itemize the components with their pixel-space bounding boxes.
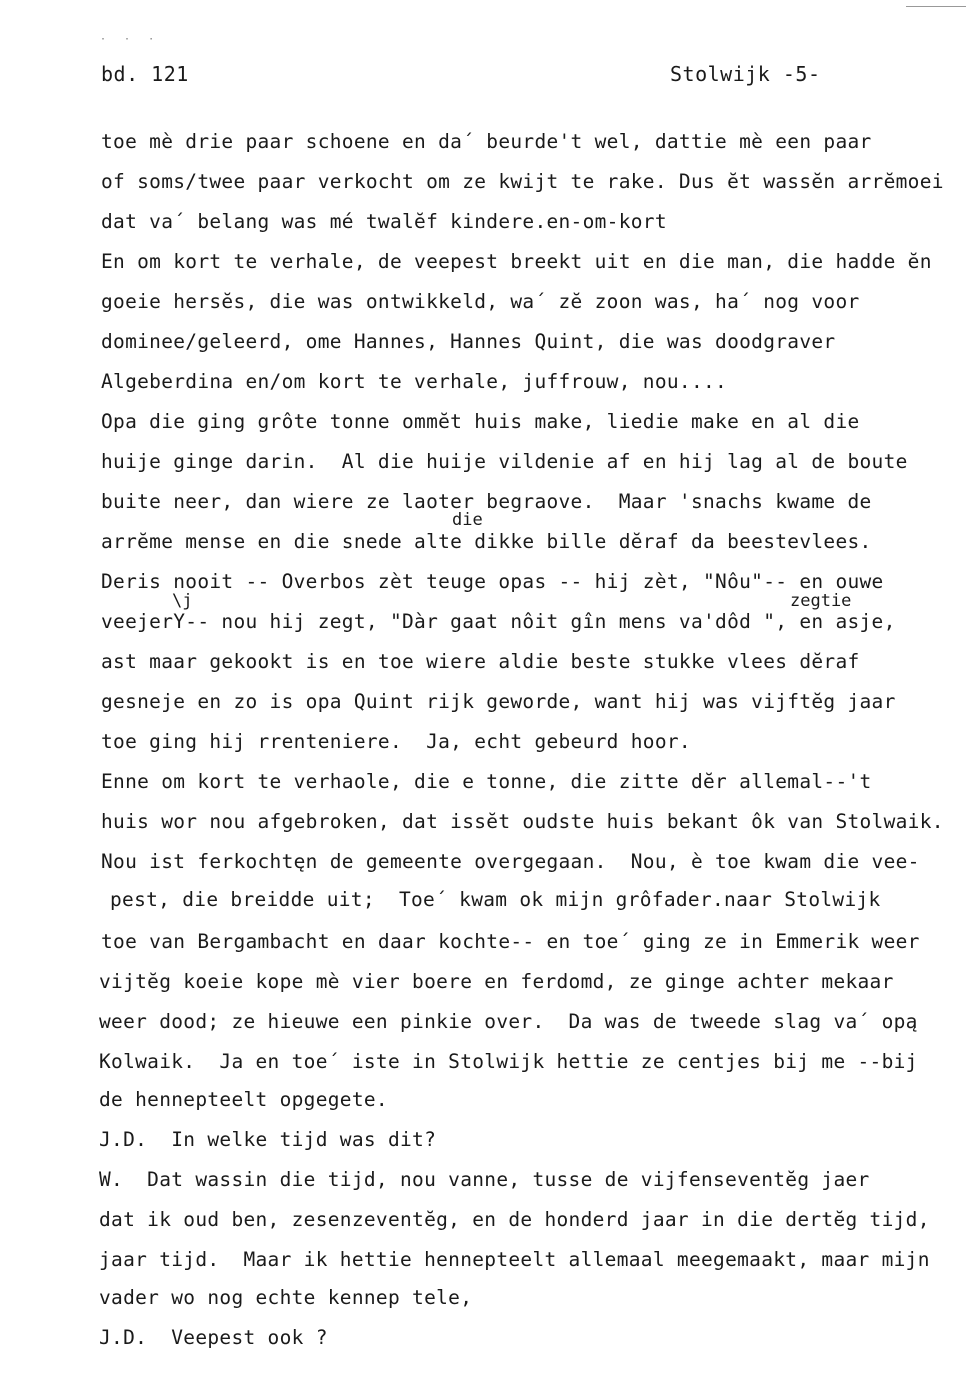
text-line: huije ginge darin. Al die huije vildenie af en hij lag al de boute: [101, 450, 908, 473]
page-reference: bd. 121: [101, 62, 189, 86]
text-line: Kolwaik. Ja en toe´ iste in Stolwijk hettie ze centjes bij me --bij: [99, 1050, 918, 1073]
text-line: J.D. Veepest ook ?: [99, 1326, 328, 1349]
text-line: Nou ist ferkochtęn de gemeente overgegaan. Nou, è toe kwam die vee-: [101, 850, 920, 873]
text-line: Opa die ging grôte tonne ommĕt huis make, liedie make en al die: [101, 410, 860, 433]
text-line: toe van Bergambacht en daar kochte-- en toe´ ging ze in Emmerik weer: [101, 930, 920, 953]
text-line: arrĕme mense en die snede alte dikke bille dĕraf da beestevlees.: [101, 530, 872, 553]
text-line: weer dood; ze hieuwe een pinkie over. Da was de tweede slag va´ opą: [99, 1010, 918, 1033]
text-line: dat ik oud ben, zesenzeventĕg, en de honderd jaar in die dertĕg tijd,: [99, 1208, 930, 1231]
text-line: J.D. In welke tijd was dit?: [99, 1128, 437, 1151]
typed-insertion: zegtie: [790, 591, 852, 611]
text-line: Algeberdina en/om kort te verhale, juffrouw, nou....: [101, 370, 728, 393]
text-line: huis wor nou afgebroken, dat issĕt oudste huis bekant ôk van Stolwaik.: [101, 810, 944, 833]
text-line: Enne om kort te verhaole, die e tonne, die zitte dĕr allemal--'t: [101, 770, 872, 793]
text-line: vader wo nog echte kennep tele,: [99, 1286, 473, 1309]
text-line: de hennepteelt opgegete.: [99, 1088, 388, 1111]
text-line: ast maar gekookt is en toe wiere aldie beste stukke vlees dĕraf: [101, 650, 860, 673]
text-line: vijtĕg koeie kope mè vier boere en ferdomd, ze ginge achter mekaar: [99, 970, 894, 993]
text-line: Deris nooit -- Overbos zèt teuge opas -- hij zèt, "Nôu"-- en ouwe: [101, 570, 884, 593]
paper-specks: · · ·: [100, 34, 161, 45]
text-line: En om kort te verhale, de veepest breekt uit en die man, die hadde ĕn: [101, 250, 932, 273]
text-line: W. Dat wassin die tijd, nou vanne, tusse de vijfenseventĕg jaer: [99, 1168, 870, 1191]
text-line: toe mè drie paar schoene en da´ beurde't wel, dattie mè een paar: [101, 130, 872, 153]
handwritten-insertion: \j: [172, 591, 193, 611]
text-line: goeie hersĕs, die was ontwikkeld, wa´ zĕ zoon was, ha´ nog voor: [101, 290, 860, 313]
page-place-number: Stolwijk -5-: [670, 62, 821, 86]
corner-rule: [906, 6, 966, 7]
text-line: dominee/geleerd, ome Hannes, Hannes Quint, die was doodgraver: [101, 330, 836, 353]
text-line: gesneje en zo is opa Quint rijk geworde, want hij was vijftĕg jaar: [101, 690, 896, 713]
text-line: buite neer, dan wiere ze laoter begraove. Maar 'snachs kwame de: [101, 490, 872, 513]
text-line: jaar tijd. Maar ik hettie hennepteelt allemaal meegemaakt, maar mijn: [99, 1248, 930, 1271]
text-line: of soms/twee paar verkocht om ze kwijt te rake. Dus ĕt wassĕn arrĕmoei: [101, 170, 944, 193]
handwritten-insertion: die: [452, 510, 483, 530]
text-line: pest, die breidde uit; Toe´ kwam ok mijn grôfader.naar Stolwijk: [110, 888, 881, 911]
text-line: toe ging hij rrenteniere. Ja, echt gebeurd hoor.: [101, 730, 691, 753]
text-line: dat va´ belang was mé twalĕf kindere.en-om-kort: [101, 210, 667, 233]
text-line: veejerY-- nou hij zegt, "Dàr gaat nôit gîn mens va'dôd ", en asje,: [101, 610, 896, 633]
